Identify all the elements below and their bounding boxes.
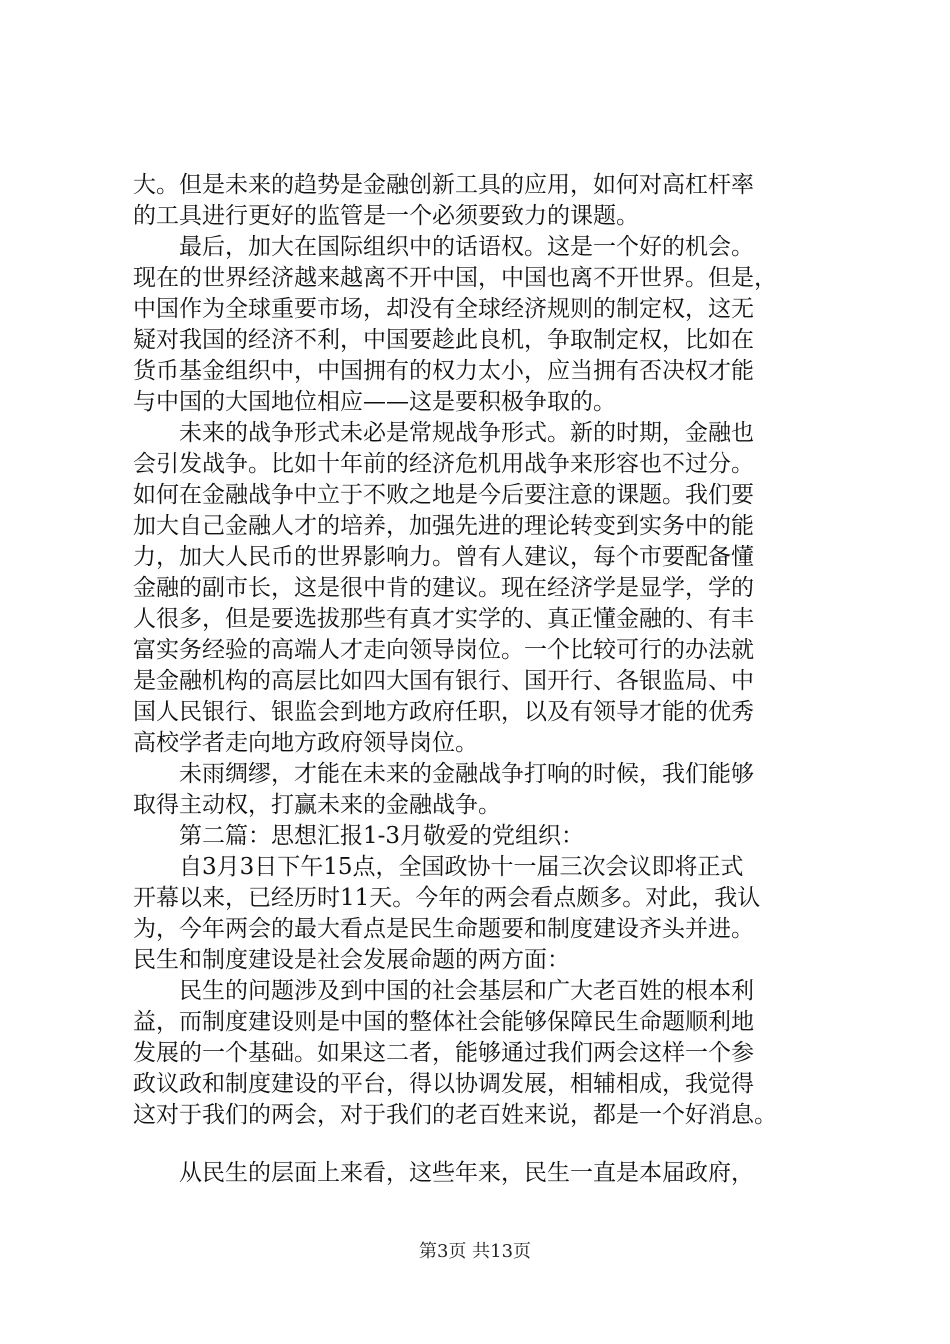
text-line: 现在的世界经济越来越离不开中国，中国也离不开世界。但是， (133, 265, 777, 291)
text-line: 未来的战争形式未必是常规战争形式。新的时期，金融也 (179, 420, 754, 446)
text-line: 益，而制度建设则是中国的整体社会能够保障民生命题顺利地 (133, 1009, 754, 1035)
text-line: 高校学者走向地方政府领导岗位。 (133, 730, 478, 756)
text-line: 开幕以来，已经历时11天。今年的两会看点颇多。对此，我认 (133, 885, 761, 911)
text-line: 民生的问题涉及到中国的社会基层和广大老百姓的根本利 (179, 978, 754, 1004)
section-heading: 第二篇：思想汇报1-3月敬爱的党组织： (179, 823, 585, 849)
text-line: 如何在金融战争中立于不败之地是今后要注意的课题。我们要 (133, 482, 754, 508)
document-body (133, 170, 833, 1189)
text-line: 加大自己金融人才的培养，加强先进的理论转变到实务中的能 (133, 513, 754, 539)
text-line: 中国作为全球重要市场，却没有全球经济规则的制定权，这无 (133, 296, 754, 322)
text-line: 富实务经验的高端人才走向领导岗位。一个比较可行的办法就 (133, 637, 754, 663)
text-line: 未雨绸缪，才能在未来的金融战争打响的时候，我们能够 (179, 761, 754, 787)
text-line: 大。但是未来的趋势是金融创新工具的应用，如何对高杠杆率 (133, 172, 754, 198)
text-line: 最后，加大在国际组织中的话语权。这是一个好的机会。 (179, 234, 754, 260)
text-line: 政议政和制度建设的平台，得以协调发展，相辅相成，我觉得 (133, 1071, 754, 1097)
text-line: 为，今年两会的最大看点是民生命题要和制度建设齐头并进。 (133, 916, 754, 942)
text-line: 这对于我们的两会，对于我们的老百姓来说，都是一个好消息。 (133, 1102, 777, 1128)
text-line: 疑对我国的经济不利，中国要趁此良机，争取制定权，比如在 (133, 327, 754, 353)
text-line: 会引发战争。比如十年前的经济危机用战争来形容也不过分。 (133, 451, 754, 477)
text-line: 金融的副市长，这是很中肯的建议。现在经济学是显学，学的 (133, 575, 754, 601)
text-line: 民生和制度建设是社会发展命题的两方面： (133, 947, 570, 973)
text-line: 发展的一个基础。如果这二者，能够通过我们两会这样一个参 (133, 1040, 754, 1066)
text-line: 与中国的大国地位相应——这是要积极争取的。 (133, 389, 616, 415)
text-line: 自3月3日下午15点，全国政协十一届三次会议即将正式 (179, 854, 744, 880)
text-line: 国人民银行、银监会到地方政府任职，以及有领导才能的优秀 (133, 699, 754, 725)
page-footer: 第3页 共13页 (418, 1241, 532, 1262)
text-line: 力，加大人民币的世界影响力。曾有人建议，每个市要配备懂 (133, 544, 754, 570)
text-line: 从民生的层面上来看，这些年来，民生一直是本届政府， (179, 1160, 754, 1186)
text-line: 的工具进行更好的监管是一个必须要致力的课题。 (133, 203, 639, 229)
text-line: 货币基金组织中，中国拥有的权力太小，应当拥有否决权才能 (133, 358, 754, 384)
text-line: 取得主动权，打赢未来的金融战争。 (133, 792, 501, 818)
paragraph-gap (133, 1131, 833, 1158)
text-line: 人很多，但是要选拔那些有真才实学的、真正懂金融的、有丰 (133, 606, 754, 632)
text-line: 是金融机构的高层比如四大国有银行、国开行、各银监局、中 (133, 668, 754, 694)
